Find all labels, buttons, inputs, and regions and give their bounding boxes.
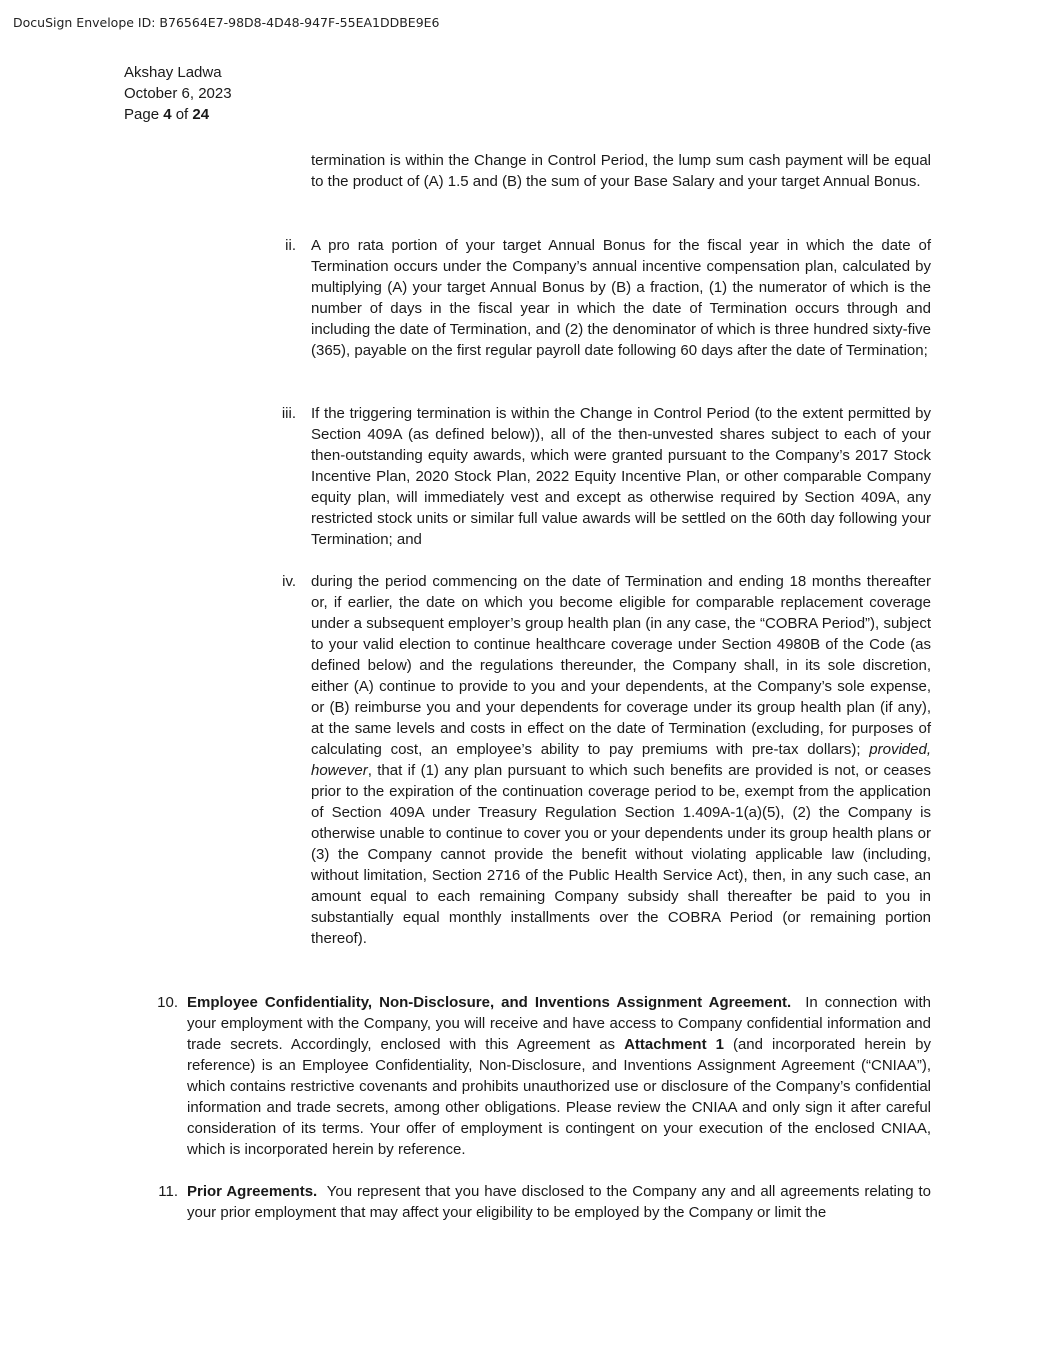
item-iii-text: If the triggering termination is within the Change in Control Period (to the extent permitted by Section 409A (as defined below)), all of the then-unvested shares subject to each of your then-outstanding equity awards, which were granted pursuant to the Company’s 2017 Stock Incentive Plan, 2020 Stock Plan, 2022 Equity Incentive Plan, or other comparable Company equity plan, will immediately vest and except as otherwise required by Section 409A, any restricted stock units or similar full value awards will be settled on the 60th day following your Termination; and: [311, 405, 931, 548]
page-number: 4: [163, 106, 172, 123]
item-ii-marker: ii.: [285, 237, 296, 254]
envelope-id: DocuSign Envelope ID: B76564E7-98D8-4D48-947F-55EA1DDBE9E6: [13, 15, 440, 30]
item-iv-text-before: during the period commencing on the date of Termination and ending 18 months thereafter or, if earlier, the date on which you become eligible for comparable replacement coverage under a subsequent employer’s group health plan (in any case, the “COBRA Period”), subject to your valid election to continue healthcare coverage under Section 4980B of the Code (as defined below) and the regulations thereunder, the Company shall, in its sole discretion, either (A) continue to provide to you and your dependents, at the Company’s sole expense, or (B) reimburse you and your dependents for coverage under its group health plan (if any), at the same levels and costs in effect on the date of Termination (excluding, for purposes of calculating cost, an employee’s ability to pay premiums with pre-tax dollars);: [311, 573, 931, 758]
recipient-name: Akshay Ladwa: [124, 64, 222, 81]
item-iv-text: [311, 571, 931, 949]
item-iii-marker: iii.: [281, 405, 296, 422]
item-iv-italic: provided, however: [311, 741, 931, 779]
section-10-attachment-ref: Attachment 1: [624, 1036, 724, 1053]
section-10-text-before: In connection with your employment with the Company, you will receive and have access to Company confidential information and trade secrets. Accordingly, enclosed with this Agreement as: [187, 994, 936, 1053]
letter-date: October 6, 2023: [124, 85, 232, 102]
section-11-title: Prior Agreements.: [187, 1183, 318, 1200]
page-total: 24: [192, 106, 210, 123]
item-iv-text-after: , that if (1) any plan pursuant to which such benefits are provided is not, or ceases prior to the expiration of the continuation coverage period to be, exempt from the application of Section 409A under Treasury Regulation Section 1.409A-1(a)(5), (2) the Company is otherwise unable to continue to cover you or your dependents under its group health plans or (3) the Company cannot provide the benefit without violating applicable law (including, without limitation, Section 2716 of the Public Health Service Act), then, in any such case, an amount equal to each remaining Company subsidy shall thereafter be paid to you in substantially equal monthly installments over the COBRA Period (or remaining portion thereof).: [311, 762, 931, 947]
item-iv-marker: iv.: [282, 573, 296, 590]
item-i-continuation: termination is within the Change in Control Period, the lump sum cash payment will be equal to the product of (A) 1.5 and (B) the sum of your Base Salary and your target Annual Bonus.: [311, 152, 931, 190]
section-11-text: [187, 1181, 936, 1223]
item-ii-text: A pro rata portion of your target Annual Bonus for the fiscal year in which the date of Termination occurs under the Company’s annual incentive compensation plan, calculated by multiplying (A) your target Annual Bonus by (B) a fraction, (1) the numerator of which is the number of days in the fiscal year in which the date of Termination occurs through and including the date of Termination, and (2) the denominator of which is three hundred sixty-five (365), payable on the first regular payroll date following 60 days after the date of Termination;: [311, 237, 931, 359]
letter-header: [124, 62, 232, 125]
section-11-number: 11.: [158, 1183, 178, 1200]
page-indicator: [124, 104, 232, 125]
page-of: of: [171, 106, 193, 123]
section-10-text: [187, 992, 936, 1160]
section-11-body: You represent that you have disclosed to the Company any and all agreements relating to your prior employment that may affect your eligibility to be employed by the Company or limit the: [187, 1183, 936, 1221]
section-10-number: 10.: [157, 994, 178, 1011]
section-10-text-after: (and incorporated herein by reference) is an Employee Confidentiality, Non-Disclosure, and Inventions Assignment Agreement (“CNIAA”), which contains restrictive covenants and prohibits unauthorized use or disclosure of the Company’s confidential information and trade secrets, among other obligations. Please review the CNIAA and only sign it after careful consideration of its terms. Your offer of employment is contingent on your execution of the enclosed CNIAA, which is incorporated herein by reference.: [187, 1036, 931, 1158]
page-prefix: Page: [124, 106, 164, 123]
section-10-title: Employee Confidentiality, Non-Disclosure, and Inventions Assignment Agreement.: [187, 994, 792, 1011]
